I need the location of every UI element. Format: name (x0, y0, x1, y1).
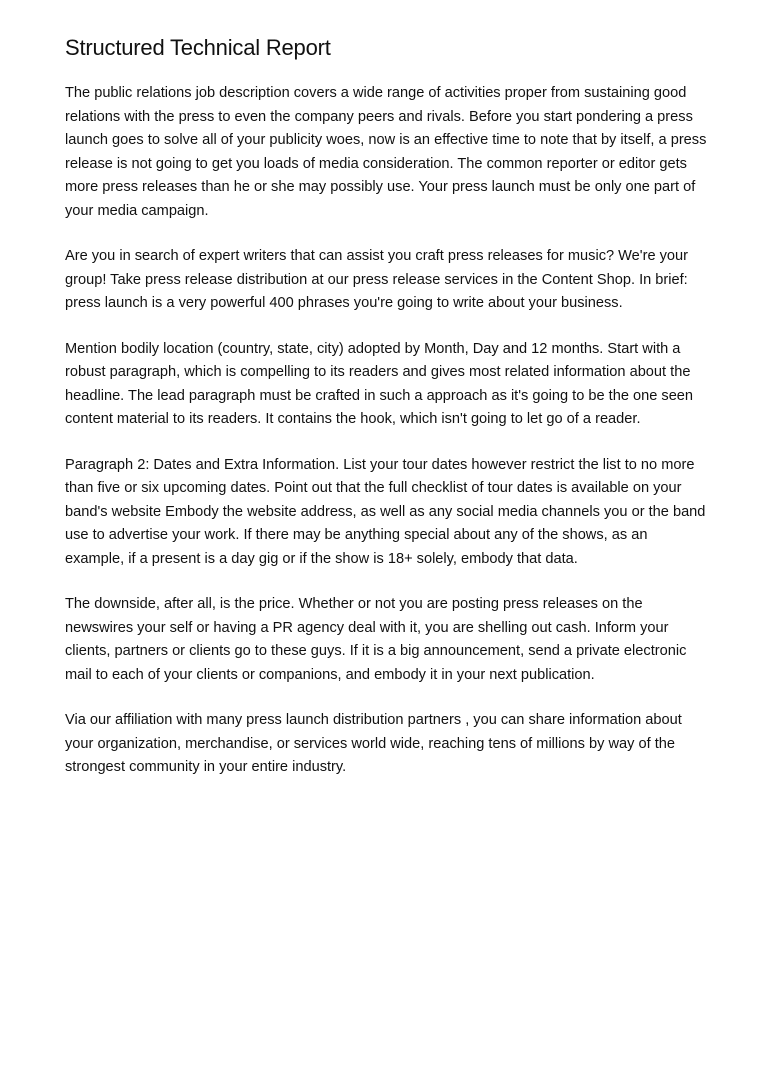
body-paragraph-5: The downside, after all, is the price. Whether or not you are posting press releases on the newswires your self or having a PR agency deal with it, you are shelling out cash. Inform your clients, partners or clients go to these guys. If it is a big announcement, send a private electronic mail to each of your clients or companions, and embody it in your next publication. (65, 596, 687, 683)
document-title: Structured Technical Report (65, 35, 331, 60)
body-paragraph-3: Mention bodily location (country, state, city) adopted by Month, Day and 12 months. Start with a robust paragraph, which is compelling to its readers and gives most related information about the headline. The lead paragraph must be crafted in such a approach as it's going to be the one seen content material to its readers. It contains the hook, which isn't going to let go of a reader. (65, 340, 694, 427)
body-paragraph-1: The public relations job description covers a wide range of activities proper from sustaining good relations with the press to even the company peers and rivals. Before you start pondering a press launch goes to solve all of your publicity woes, now is an effective time to note that by itself, a press release is not going to get you loads of media consideration. The common reporter or editor gets more press releases than he or she may possibly use. Your press launch must be only one part of your media campaign. (65, 85, 707, 219)
body-paragraph-4: Paragraph 2: Dates and Extra Information. List your tour dates however restrict the list to no more than five or six upcoming dates. Point out that the full checklist of tour dates is available on your band's website Embody the website address, as well as any social media channels you or the band use to advertise your work. If there may be anything special about any of the shows, as an example, if a present is a day gig or if the show is 18+ solely, embody that data. (65, 456, 706, 567)
body-paragraph-6: Via our affiliation with many press launch distribution partners , you can share information about your organization, merchandise, or services world wide, reaching tens of millions by way of the strongest community in your entire industry. (65, 712, 682, 775)
body-paragraph-2: Are you in search of expert writers that can assist you craft press releases for music? We're your group! Take press release distribution at our press release services in the Content Shop. In brief: press launch is a very powerful 400 phrases you're going to write about your business. (65, 248, 688, 311)
